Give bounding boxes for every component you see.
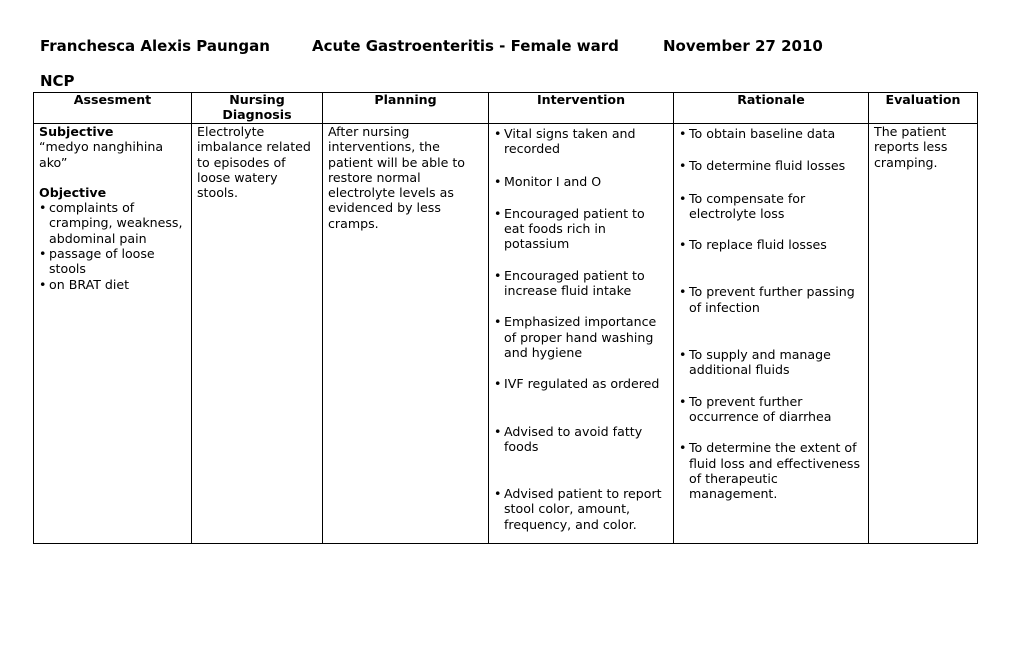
evaluation-cell: The patient reports less cramping. <box>869 124 978 544</box>
list-item: • To obtain baseline data <box>679 126 863 141</box>
rationale-cell <box>674 124 869 544</box>
intervention-cell <box>489 124 674 544</box>
list-item: • Advised to avoid fatty foods <box>494 424 668 455</box>
list-item: • To determine fluid losses <box>679 158 863 173</box>
header-evaluation: Evaluation <box>869 93 978 124</box>
list-item: • To prevent further occurrence of diarrhea <box>679 394 863 425</box>
list-item: • Advised patient to report stool color, amount, frequency, and color. <box>494 486 668 532</box>
list-item: • To supply and manage additional fluids <box>679 347 863 378</box>
assessment-cell <box>34 124 192 544</box>
header-nursing-diagnosis: Nursing Diagnosis <box>192 93 323 124</box>
document-date: November 27 2010 <box>663 37 823 55</box>
objective-heading: Objective <box>39 184 107 200</box>
header-planning: Planning <box>323 93 489 124</box>
rationale-list <box>679 126 863 501</box>
header-intervention: Intervention <box>489 93 674 124</box>
list-item: • To replace fluid losses <box>679 237 863 252</box>
list-item: • Monitor I and O <box>494 174 668 189</box>
intervention-list <box>494 126 668 532</box>
list-item: • on BRAT diet <box>39 277 186 292</box>
list-item: • To compensate for electrolyte loss <box>679 191 863 222</box>
list-item: • To prevent further passing of infection <box>679 284 863 315</box>
table-row <box>34 124 978 544</box>
subjective-text: “medyo nanghihina ako” <box>39 139 164 170</box>
table-header-row <box>34 93 978 124</box>
header-rationale: Rationale <box>674 93 869 124</box>
planning-cell: After nursing interventions, the patient will be able to restore normal electrolyte levels as evidenced by less cramps. <box>323 124 489 544</box>
list-item: • complaints of cramping, weakness, abdominal pain <box>39 200 186 246</box>
list-item: • IVF regulated as ordered <box>494 376 668 391</box>
list-item: • Vital signs taken and recorded <box>494 126 668 157</box>
list-item: • Emphasized importance of proper hand washing and hygiene <box>494 314 668 360</box>
list-item: • Encouraged patient to eat foods rich in potassium <box>494 206 668 252</box>
ncp-table <box>33 92 978 544</box>
student-name: Franchesca Alexis Paungan <box>40 37 270 55</box>
header-assessment: Assesment <box>34 93 192 124</box>
ncp-label: NCP <box>40 72 75 90</box>
list-item: • Encouraged patient to increase fluid intake <box>494 268 668 299</box>
nursing-diagnosis-cell: Electrolyte imbalance related to episodes of loose watery stools. <box>192 124 323 544</box>
subjective-heading: Subjective <box>39 124 114 139</box>
list-item: • To determine the extent of fluid loss and effectiveness of therapeutic management. <box>679 440 863 501</box>
list-item: • passage of loose stools <box>39 246 186 277</box>
objective-list <box>39 200 186 292</box>
case-title: Acute Gastroenteritis - Female ward <box>312 37 619 55</box>
